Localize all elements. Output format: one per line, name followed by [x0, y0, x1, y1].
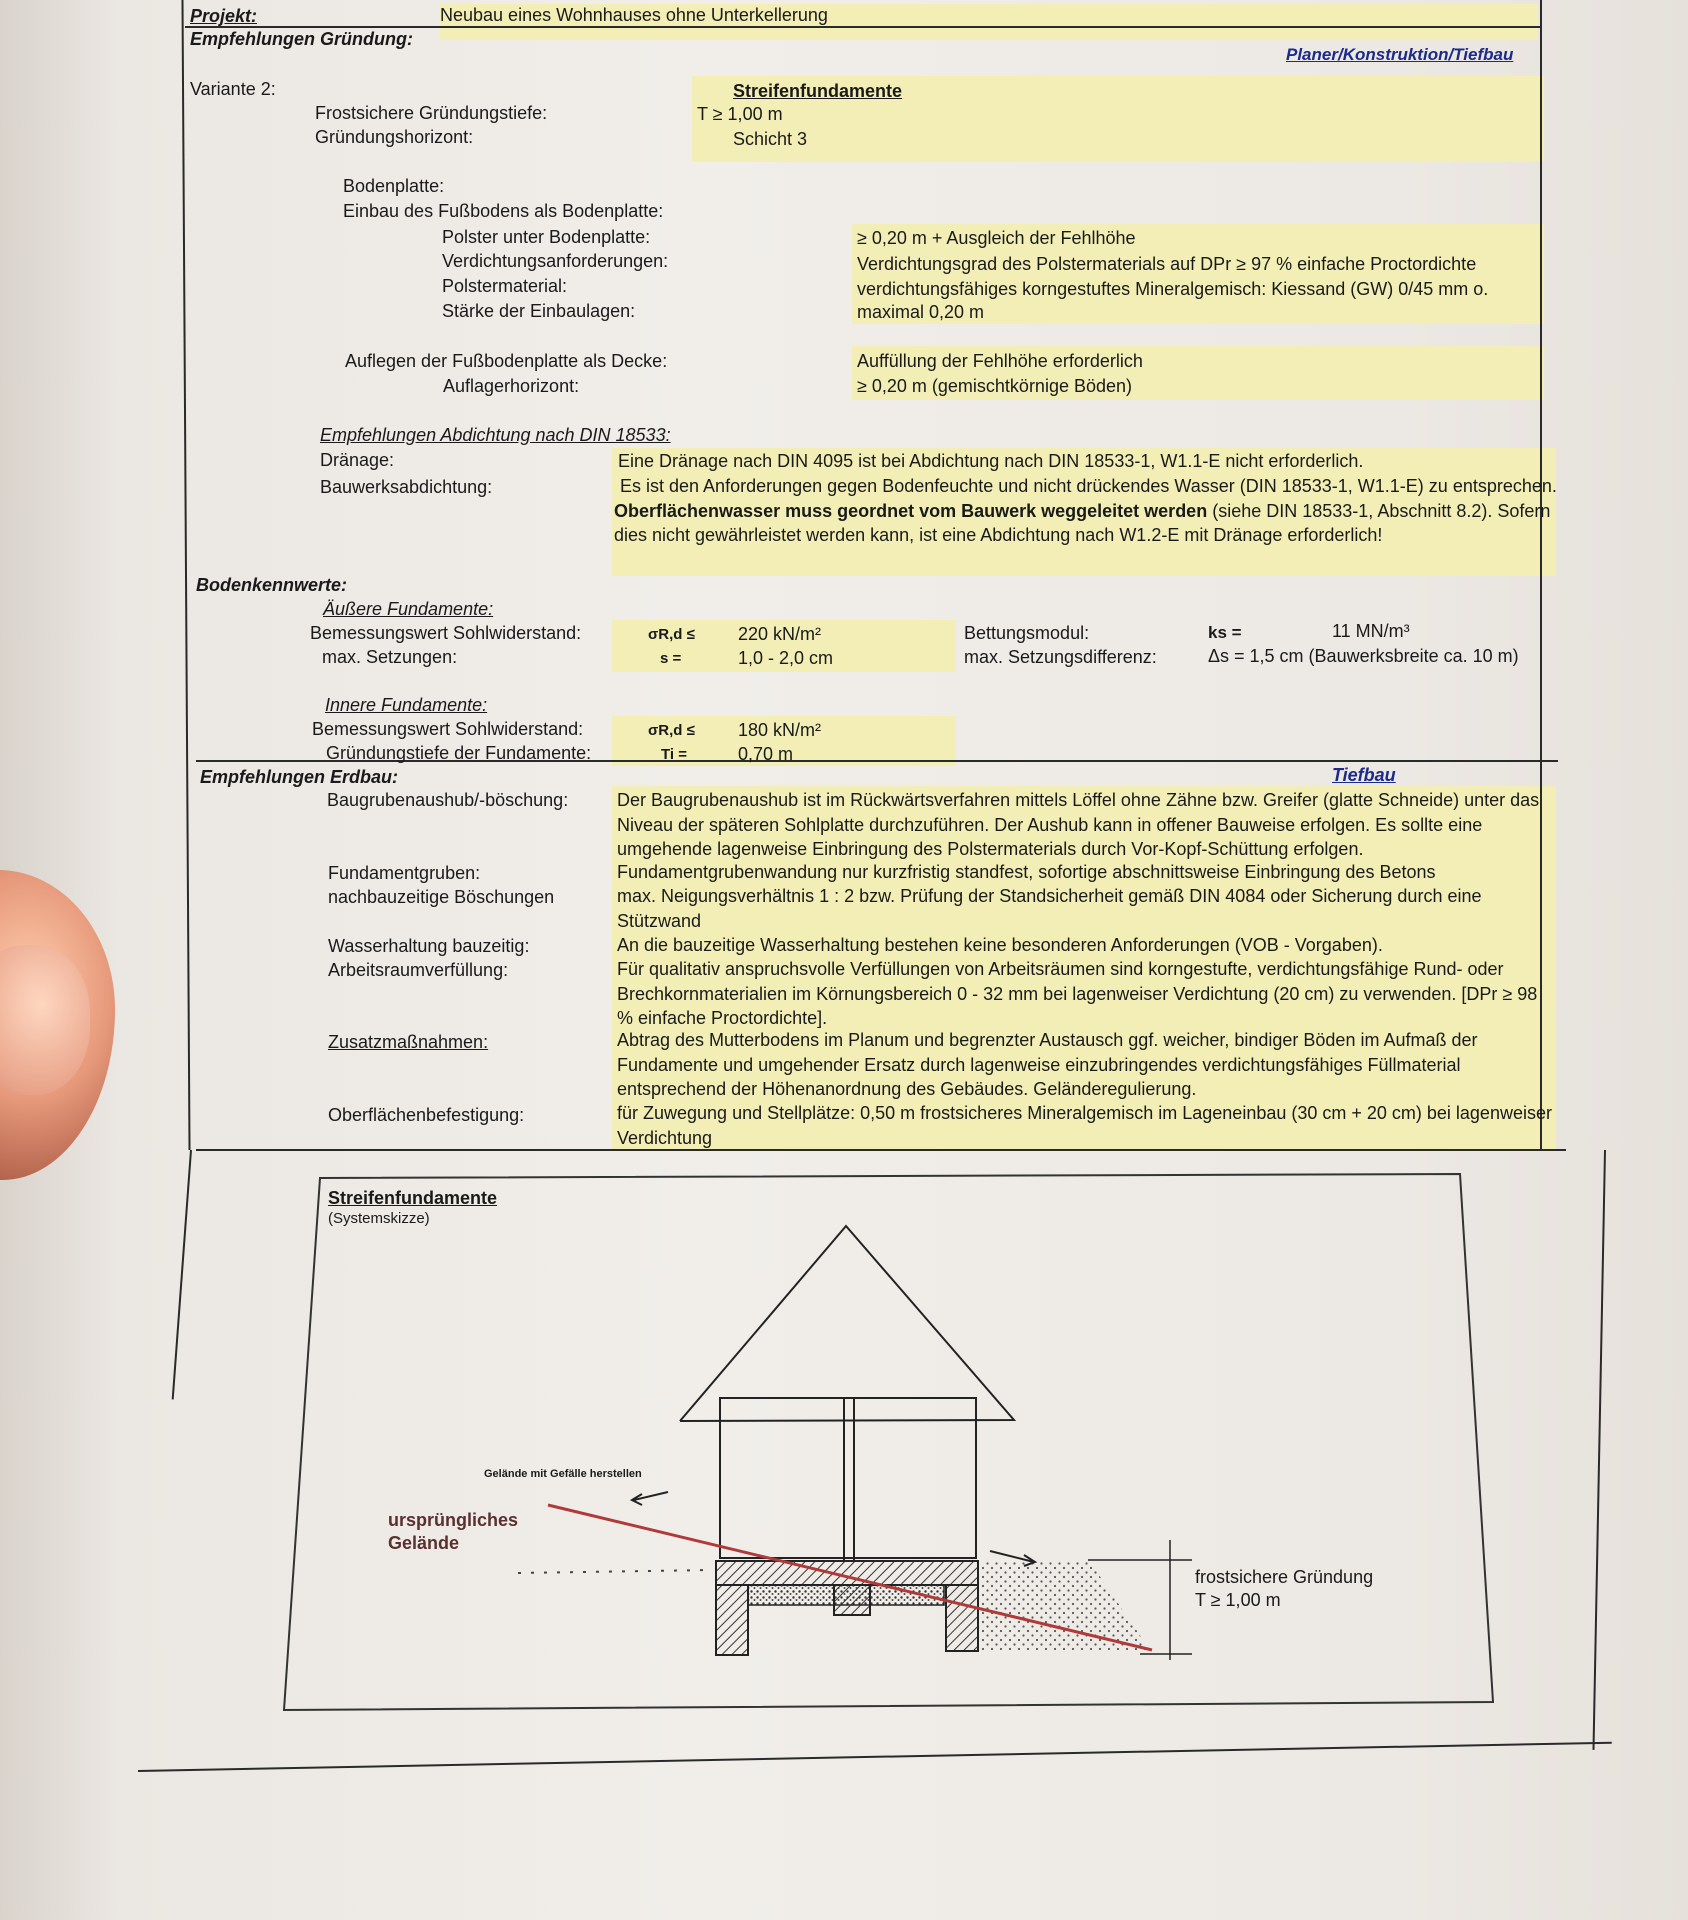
baugrube-text: Der Baugrubenaushub ist im Rückwärtsverfahren mittels Löffel ohne Zähne bzw. Greifer (glatte Schneide) unter das Niveau der späteren Sohlplatte durchzuführen. Der Aushub kann in offener Bauweise erfolgen. Es sollte eine umgehende lagenweise Einbringung des Polstermaterials durch Vor-Kopf-Schüttung erfolgen. — [617, 790, 1540, 859]
frost-sketch-label-2: T ≥ 1,00 m — [1195, 1590, 1281, 1610]
ground-slab — [716, 1561, 978, 1585]
tiefe-symbol: Ti = — [661, 746, 687, 763]
projekt-label: Projekt: — [190, 6, 258, 26]
diff-value: Δs = 1,5 cm (Bauwerksbreite ca. 10 m) — [1208, 646, 1519, 666]
bauwerk-label: Bauwerksabdichtung: — [320, 477, 493, 497]
planum-dotted-line — [518, 1570, 712, 1573]
sohl-innen-value: 180 kN/m² — [738, 720, 822, 740]
sohl-innen-symbol: σR,d ≤ — [648, 722, 695, 739]
decke-label: Auflegen der Fußbodenplatte als Decke: — [345, 351, 668, 371]
polstermaterial-label: Polstermaterial: — [442, 276, 568, 296]
bosch-text: max. Neigungsverhältnis 1 : 2 bzw. Prüfung der Standsicherheit gemäß DIN 4084 oder Sicherung durch eine Stützwand — [617, 886, 1482, 931]
baugrube-label: Baugrubenaushub/-böschung: — [327, 790, 569, 810]
polster-value: ≥ 0,20 m + Ausgleich der Fehlhöhe — [857, 228, 1136, 248]
footing-left — [716, 1585, 748, 1655]
sohl-aussen-value: 220 kN/m² — [738, 624, 822, 644]
gefaelle-label: Gelände mit Gefälle herstellen — [484, 1468, 642, 1480]
bauwerk-text-pre: Es ist den Anforderungen gegen Bodenfeuchte und nicht drückendes Wasser (DIN 18533-1, W1.1-E) zu entsprechen. — [620, 476, 1557, 496]
bauwerk-text-bold: Oberflächenwasser muss geordnet vom Bauwerk weggeleitet werden — [614, 500, 1208, 521]
polstermaterial-value: verdichtungsfähiges korngestuftes Mineralgemisch: Kiessand (GW) 0/45 mm o. — [857, 279, 1489, 299]
zusatz-label: Zusatzmaßnahmen: — [328, 1032, 489, 1052]
verdichtung-value: Verdichtungsgrad des Polstermaterials auf DPr ≥ 97 % einfache Proctordichte — [857, 254, 1477, 274]
variante-type: Streifenfundamente — [733, 81, 903, 101]
bettung-label: Bettungsmodul: — [964, 623, 1090, 643]
diff-label: max. Setzungsdifferenz: — [964, 647, 1157, 667]
horizont-label: Gründungshorizont: — [315, 127, 474, 147]
ober-label: Oberflächenbefestigung: — [328, 1105, 525, 1125]
sohl-innen-label: Bemessungswert Sohlwiderstand: — [312, 719, 584, 739]
frost-value: T ≥ 1,00 m — [697, 104, 783, 124]
einbaulagen-value: maximal 0,20 m — [857, 302, 985, 322]
fund-text: Fundamentgrubenwandung nur kurzfristig standfest, sofortige abschnittsweise Einbringung des Betons — [617, 862, 1436, 882]
zusatz-text: Abtrag des Mutterbodens im Planum und begrenzter Austausch ggf. weicher, bindiger Böden im Aufmaß der Fundamente und umgehender Ersatz durch lagenweise einzubringendes verdichtungsfähiges Füllmaterial entsprechend der Höhenanordnung des Gebäudes. Geländeregulierung. — [617, 1030, 1478, 1099]
backfill-zone — [980, 1562, 1150, 1650]
innen-title: Innere Fundamente: — [325, 695, 488, 715]
bodenplatte-title: Bodenplatte: — [343, 176, 445, 196]
house-walls — [720, 1398, 976, 1558]
setz-value: 1,0 - 2,0 cm — [738, 648, 834, 668]
erdbau-discipline: Tiefbau — [1332, 765, 1396, 785]
roof-outline — [680, 1226, 1014, 1421]
ober-text: für Zuwegung und Stellplätze: 0,50 m frostsicheres Mineralgemisch im Lageneinbau (30 cm + 20 cm) bei lagenweiser Verdichtung — [617, 1103, 1552, 1148]
auflager-label: Auflagerhorizont: — [443, 376, 580, 396]
wasser-label: Wasserhaltung bauzeitig: — [328, 936, 530, 956]
tiefe-value: 0,70 m — [738, 744, 794, 764]
variante-label: Variante 2: — [190, 79, 276, 99]
bodenplatte-einbau: Einbau des Fußbodens als Bodenplatte: — [343, 201, 664, 221]
projekt-value: Neubau eines Wohnhauses ohne Unterkellerung — [440, 5, 828, 25]
horizont-value: Schicht 3 — [733, 129, 808, 149]
auflager-value: ≥ 0,20 m (gemischtkörnige Böden) — [857, 376, 1133, 396]
verdichtung-label: Verdichtungsanforderungen: — [442, 251, 669, 271]
sketch-title: Streifenfundamente — [328, 1188, 498, 1208]
arbeit-text: Für qualitativ anspruchsvolle Verfüllungen von Arbeitsräumen sind korngestufte, verdichtungsfähige Rund- oder Brechkornmaterialien im Körnungsbereich 0 - 32 mm bei lagenweiser Verdichtung (20 cm) zu verwenden. [DPr ≥ 98 % einfache Proctordichte]. — [617, 959, 1538, 1028]
sohl-aussen-symbol: σR,d ≤ — [648, 626, 695, 643]
aussen-title: Äußere Fundamente: — [323, 599, 494, 619]
sketch-frame — [284, 1174, 1493, 1710]
polster-label: Polster unter Bodenplatte: — [442, 227, 651, 247]
draenage-value: Eine Dränage nach DIN 4095 ist bei Abdichtung nach DIN 18533-1, W1.1-E nicht erforderlich. — [618, 451, 1364, 471]
setz-symbol: s = — [660, 650, 682, 667]
decke-value: Auffüllung der Fehlhöhe erforderlich — [857, 351, 1143, 371]
footing-middle — [834, 1585, 870, 1615]
arbeit-label: Arbeitsraumverfüllung: — [328, 960, 509, 980]
sketch-subtitle: (Systemskizze) — [328, 1210, 430, 1227]
discipline-label: Planer/Konstruktion/Tiefbau — [1286, 45, 1514, 64]
sohl-aussen-label: Bemessungswert Sohlwiderstand: — [310, 623, 582, 643]
bosch-label: nachbauzeitige Böschungen — [328, 887, 555, 907]
bettung-symbol: ks = — [1208, 623, 1242, 642]
abdichtung-title: Empfehlungen Abdichtung nach DIN 18533: — [320, 425, 671, 445]
bodenkennwerte-title: Bodenkennwerte: — [196, 575, 348, 595]
fund-label: Fundamentgruben: — [328, 863, 481, 883]
frost-label: Frostsichere Gründungstiefe: — [315, 103, 548, 123]
setz-label: max. Setzungen: — [322, 647, 458, 667]
einbaulagen-label: Stärke der Einbaulagen: — [442, 301, 636, 321]
section-gruendung-title: Empfehlungen Gründung: — [190, 29, 413, 49]
tiefe-label: Gründungstiefe der Fundamente: — [326, 743, 592, 763]
draenage-label: Dränage: — [320, 450, 395, 470]
frost-sketch-label-1: frostsichere Gründung — [1195, 1567, 1374, 1587]
urspr-label-1: ursprüngliches — [388, 1510, 519, 1530]
erdbau-title: Empfehlungen Erdbau: — [200, 767, 398, 787]
bauwerk-text-post: (siehe DIN 18533-1, Abschnitt 8.2). Sofern dies nicht gewährleistet werden kann, ist eine Abdichtung nach W1.2-E mit Dränage erforderlich! — [614, 500, 1551, 545]
urspr-label-2: Gelände — [388, 1533, 460, 1553]
bettung-value: 11 MN/m³ — [1332, 621, 1410, 641]
wasser-text: An die bauzeitige Wasserhaltung bestehen keine besonderen Anforderungen (VOB - Vorgaben). — [617, 935, 1383, 955]
footing-right — [946, 1585, 978, 1651]
